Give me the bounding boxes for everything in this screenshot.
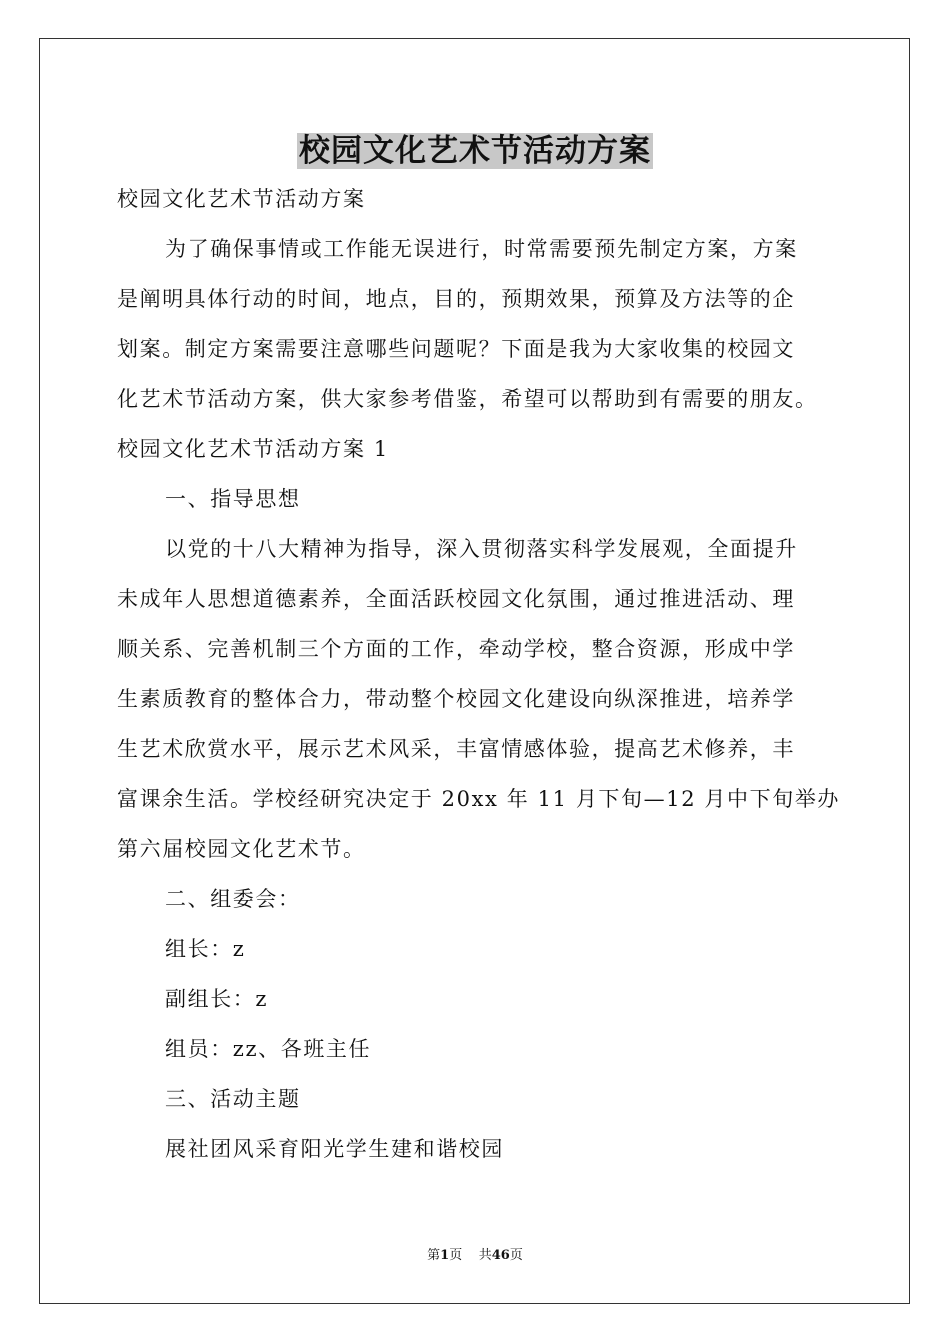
list-item: 组长：z — [165, 937, 246, 961]
paragraph-line: 未成年人思想道德素养，全面活跃校园文化氛围，通过推进活动、理 — [117, 587, 795, 611]
section-heading: 二、组委会： — [165, 887, 301, 911]
page-border — [39, 38, 910, 1304]
list-item: 副组长：z — [165, 987, 269, 1011]
paragraph-line: 以党的十八大精神为指导，深入贯彻落实科学发展观，全面提升 — [165, 537, 798, 561]
paragraph-line: 为了确保事情或工作能无误进行，时常需要预先制定方案，方案 — [165, 237, 798, 261]
page-suffix: 页 — [449, 1248, 463, 1263]
paragraph-line: 第六届校园文化艺术节。 — [117, 837, 366, 861]
paragraph-line: 生艺术欣赏水平，展示艺术风采，丰富情感体验，提高艺术修养，丰 — [117, 737, 795, 761]
document-title — [0, 126, 950, 176]
paragraph-line: 富课余生活。学校经研究决定于 20xx 年 11 月下旬—12 月中下旬举办 — [117, 787, 841, 811]
paragraph-line: 化艺术节活动方案，供大家参考借鉴，希望可以帮助到有需要的朋友。 — [117, 387, 818, 411]
section-heading: 校园文化艺术节活动方案 1 — [117, 437, 389, 461]
subtitle-line: 校园文化艺术节活动方案 — [117, 187, 366, 211]
section-heading: 一、指导思想 — [165, 487, 301, 511]
paragraph-line: 划案。制定方案需要注意哪些问题呢？下面是我为大家收集的校园文 — [117, 337, 795, 361]
page-prefix: 第 — [427, 1248, 441, 1263]
paragraph-line: 生素质教育的整体合力，带动整个校园文化建设向纵深推进，培养学 — [117, 687, 795, 711]
section-heading: 三、活动主题 — [165, 1087, 301, 1111]
paragraph-line: 顺关系、完善机制三个方面的工作，牵动学校，整合资源，形成中学 — [117, 637, 795, 661]
page-footer — [0, 1246, 950, 1266]
page-total: 46 — [491, 1248, 510, 1263]
title-text: 校园文化艺术节活动方案 — [299, 133, 651, 169]
page-current: 1 — [440, 1248, 450, 1263]
paragraph-line: 是阐明具体行动的时间，地点，目的，预期效果，预算及方法等的企 — [117, 287, 795, 311]
total-suffix: 页 — [509, 1248, 523, 1263]
paragraph-line: 展社团风采育阳光学生建和谐校园 — [165, 1137, 504, 1161]
list-item: 组员：zz、各班主任 — [165, 1037, 372, 1061]
total-prefix: 共 — [478, 1248, 492, 1263]
